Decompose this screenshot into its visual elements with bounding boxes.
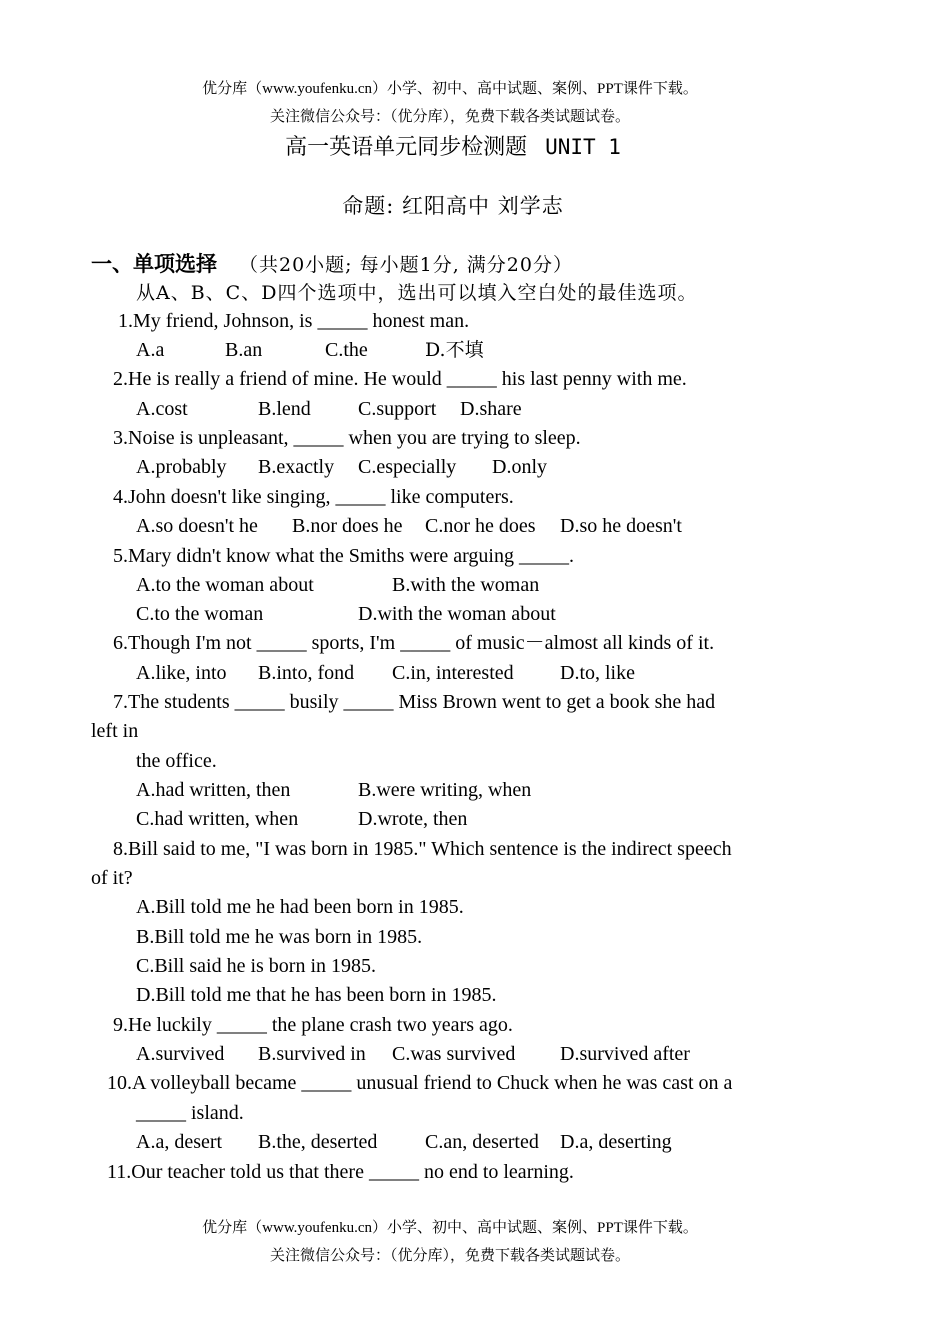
question-6-option-b: B.into, fond	[258, 662, 355, 684]
question-3-option-d: D.only	[492, 456, 547, 478]
question-8-stem-cont: of it?	[91, 867, 133, 889]
page-title	[0, 130, 906, 161]
question-4-option-c: C.nor he does	[425, 515, 536, 537]
question-5-stem: 5.Mary didn't know what the Smiths were arguing _____.	[113, 545, 574, 567]
question-3-stem: 3.Noise is unpleasant, _____ when you are trying to sleep.	[113, 427, 581, 449]
section-instruction: 从A、B、C、D四个选项中，选出可以填入空白处的最佳选项。	[136, 282, 698, 304]
question-2-stem: 2.He is really a friend of mine. He would _____ his last penny with me.	[113, 368, 687, 390]
question-10-option-b: B.the, deserted	[258, 1131, 378, 1153]
question-4-stem: 4.John doesn't like singing, _____ like computers.	[113, 486, 514, 508]
question-10-option-c: C.an, deserted	[425, 1131, 539, 1153]
question-3-option-a: A.probably	[136, 456, 227, 478]
question-8-option-b: B.Bill told me he was born in 1985.	[136, 926, 423, 948]
section-heading	[91, 248, 573, 278]
question-8-stem: 8.Bill said to me, "I was born in 1985." Which sentence is the indirect speech	[113, 838, 732, 860]
question-7-option-a: A.had written, then	[136, 779, 291, 801]
question-9-option-d: D.survived after	[560, 1043, 690, 1065]
question-6-option-c: C.in, interested	[392, 662, 514, 684]
question-8-option-a: A.Bill told me he had been born in 1985.	[136, 896, 464, 918]
question-3-option-c: C.especially	[358, 456, 457, 478]
question-10-stem: 10.A volleyball became _____ unusual friend to Chuck when he was cast on a	[107, 1072, 733, 1094]
question-4-option-b: B.nor does he	[292, 515, 403, 537]
footer-line-2: 关注微信公众号：（优分库），免费下载各类试题试卷。	[269, 1248, 630, 1264]
footer-line-1: 优分库（www.youfenku.cn）小学、初中、高中试题、案例、PPT课件下载。	[202, 1220, 698, 1236]
question-4-option-a: A.so doesn't he	[136, 515, 258, 537]
question-11-stem: 11.Our teacher told us that there _____ no end to learning.	[107, 1161, 574, 1183]
section-title: 一、单项选择	[91, 252, 217, 276]
author-line: 命题: 红阳高中 刘学志	[342, 194, 564, 218]
question-6-option-d: D.to, like	[560, 662, 635, 684]
question-9-option-c: C.was survived	[392, 1043, 516, 1065]
question-1-stem: 1.My friend, Johnson, is _____ honest man.	[118, 310, 470, 332]
question-4-option-d: D.so he doesn't	[560, 515, 682, 537]
question-7-option-d: D.wrote, then	[358, 808, 468, 830]
question-3-option-b: B.exactly	[258, 456, 335, 478]
question-5-option-c: C.to the woman	[136, 603, 264, 625]
question-1-option-d: D.不填	[425, 339, 484, 361]
title-unit: UNIT 1	[545, 135, 621, 159]
question-6-option-a: A.like, into	[136, 662, 227, 684]
question-5-option-b: B.with the woman	[392, 574, 540, 596]
question-2-option-a: A.cost	[136, 398, 188, 420]
question-9-option-b: B.survived in	[258, 1043, 366, 1065]
question-9-stem: 9.He luckily _____ the plane crash two years ago.	[113, 1014, 513, 1036]
question-2-option-c: C.support	[358, 398, 437, 420]
question-10-option-d: D.a, deserting	[560, 1131, 672, 1153]
question-5-option-a: A.to the woman about	[136, 574, 314, 596]
question-7-stem: 7.The students _____ busily _____ Miss Brown went to get a book she had	[113, 691, 716, 713]
question-7-stem-cont-2: the office.	[136, 750, 217, 772]
question-7-option-b: B.were writing, when	[358, 779, 532, 801]
question-9-option-a: A.survived	[136, 1043, 225, 1065]
question-2-option-d: D.share	[460, 398, 522, 420]
question-10-stem-cont: _____ island.	[136, 1102, 244, 1124]
question-8-option-c: C.Bill said he is born in 1985.	[136, 955, 376, 977]
question-1-option-c: C.the	[325, 339, 368, 361]
question-1-option-b: B.an	[225, 339, 263, 361]
header-line-1: 优分库（www.youfenku.cn）小学、初中、高中试题、案例、PPT课件下载。	[202, 81, 698, 97]
question-10-option-a: A.a, desert	[136, 1131, 223, 1153]
header-line-2: 关注微信公众号：（优分库），免费下载各类试题试卷。	[269, 109, 630, 125]
question-6-stem: 6.Though I'm not _____ sports, I'm _____ of music－almost all kinds of it.	[113, 632, 715, 654]
question-7-stem-cont: left in	[91, 720, 139, 742]
question-8-option-d: D.Bill told me that he has been born in 1985.	[136, 984, 497, 1006]
question-2-option-b: B.lend	[258, 398, 311, 420]
question-7-option-c: C.had written, when	[136, 808, 299, 830]
section-note: （共20小题; 每小题1分, 满分20分）	[239, 254, 573, 276]
question-1-option-a: A.a	[136, 339, 165, 361]
question-5-option-d: D.with the woman about	[358, 603, 556, 625]
title-main: 高一英语单元同步检测题	[285, 135, 528, 160]
